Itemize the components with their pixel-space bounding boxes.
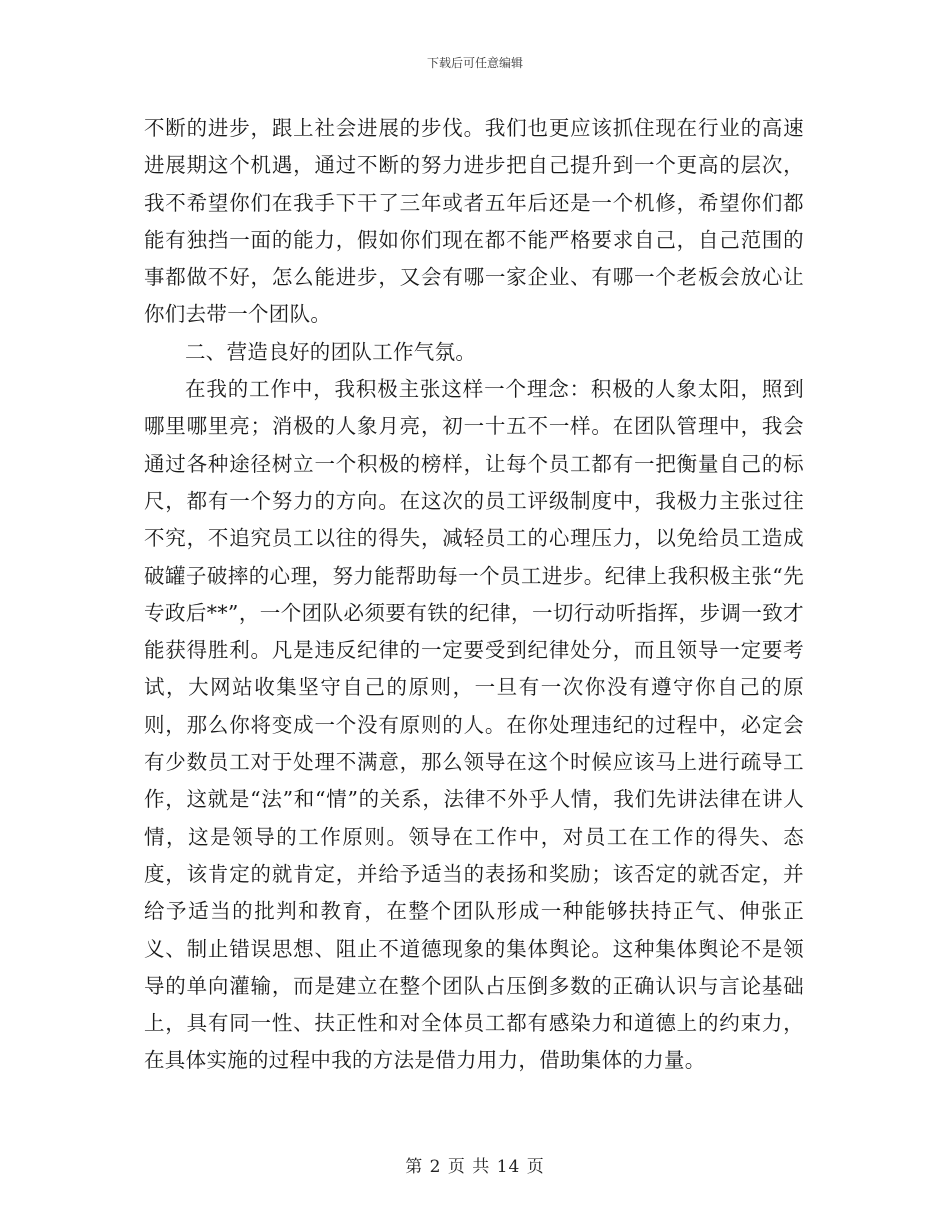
paragraph-continuation: 不断的进步，跟上社会进展的步伐。我们也更应该抓住现在行业的高速进展期这个机遇，通过不断的努力进步把自己提升到一个更高的层次，我不希望你们在我手下干了三年或者五年后还是一个机修，希望你们都能有独挡一面的能力，假如你们现在都不能严格要求自己，自己范围的事都做不好，怎么能进步，又会有哪一家企业、有哪一个老板会放心让你们去带一个团队。: [144, 116, 804, 327]
page-header: 下载后可任意编辑: [426, 56, 523, 70]
paragraph-body: 在我的工作中，我积极主张这样一个理念：积极的人象太阳，照到哪里哪里亮；消极的人象月亮，初一十五不一样。在团队管理中，我会通过各种途径树立一个积极的榜样，让每个员工都有一把衡量自己的标尺，都有一个努力的方向。在这次的员工评级制度中，我极力主张过往不究，不追究员工以往的得失，减轻员工的心理压力，以免给员工造成破罐子破摔的心理，努力能帮助每一个员工进步。纪律上我积极主张“先专政后**”，一个团队必须要有铁的纪律，一切行动听指挥，步调一致才能获得胜利。凡是违反纪律的一定要受到纪律处分，而且领导一定要考试，大网站收集坚守自己的原则，一旦有一次你没有遵守你自己的原则，那么你将变成一个没有原则的人。在你处理违纪的过程中，必定会有少数员工对于处理不满意，那么领导在这个时候应该马上进行疏导工作，这就是“法”和“情”的关系，法律不外乎人情，我们先讲法律在讲人情，这是领导的工作原则。领导在工作中，对员工在工作的得失、态度，该肯定的就肯定，并给予适当的表扬和奖励；该否定的就否定，并给予适当的批判和教育，在整个团队形成一种能够扶持正气、伸张正义、制止错误思想、阻止不道德现象的集体舆论。这种集体舆论不是领导的单向灌输，而是建立在整个团队占压倒多数的正确认识与言论基础上，具有同一性、扶正性和对全体员工都有感染力和道德上的约束力，在具体实施的过程中我的方法是借力用力，借助集体的力量。: [144, 377, 804, 1073]
document-body: [144, 110, 804, 1080]
page-number: 第 2 页 共 14 页: [405, 1157, 545, 1177]
section-heading: 二、营造良好的团队工作气氛。: [185, 339, 477, 364]
